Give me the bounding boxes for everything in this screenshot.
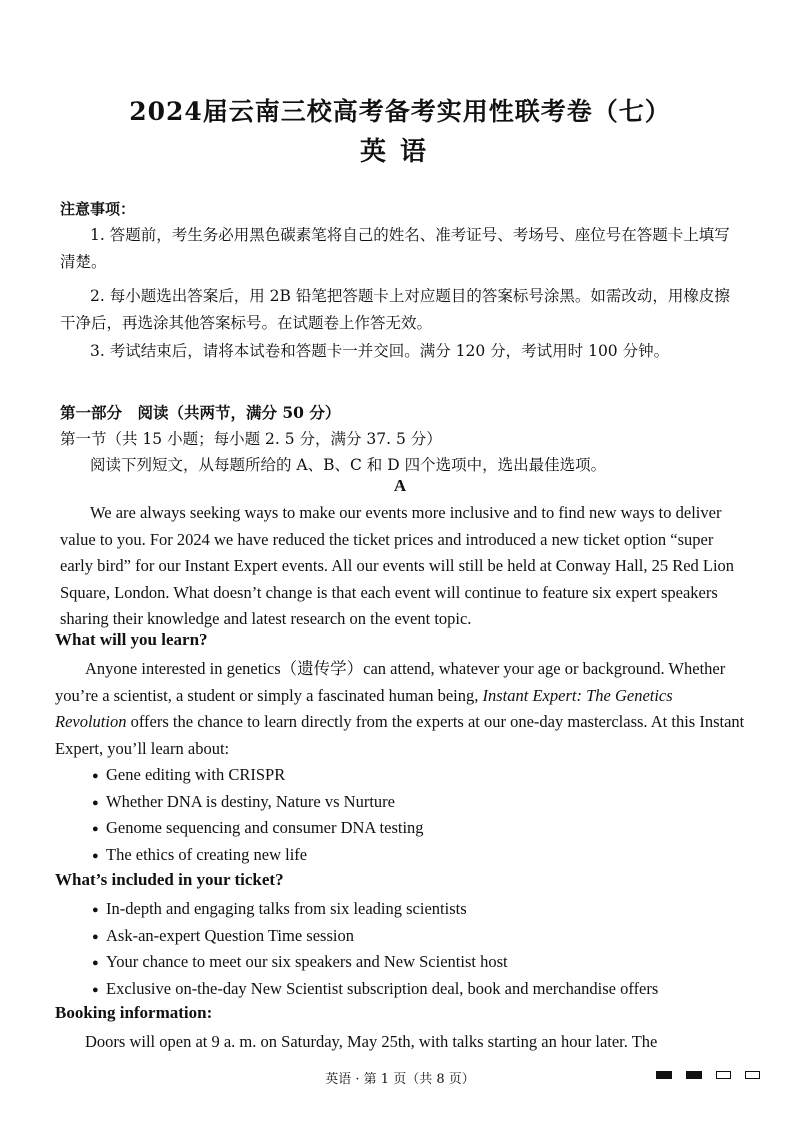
- notice-item-2: 2. 每小题选出答案后，用 2B 铅笔把答题卡上对应题目的答案标号涂黑。如需改动，用橡皮擦干净后，再选涂其他答案标号。在试题卷上作答无效。: [60, 287, 730, 332]
- section1-heading: 第一节（共 15 小题；每小题 2. 5 分，满分 37. 5 分）: [60, 430, 442, 448]
- booking-text: Doors will open at 9 a. m. on Saturday, May 25th, with talks starting an hour later. The: [85, 1032, 658, 1051]
- notice-heading: 注意事项：: [60, 200, 136, 218]
- filled-mark-icon: [656, 1071, 672, 1079]
- passage-label: A: [393, 476, 407, 495]
- ticket-heading: What’s included in your ticket?: [55, 870, 284, 889]
- part1-heading: 第一部分 阅读（共两节，满分 50 分）: [60, 403, 341, 422]
- hollow-mark-icon: [745, 1071, 760, 1079]
- list-item: ● Whether DNA is destiny, Nature vs Nurture: [92, 791, 395, 811]
- list-item: ● Ask-an-expert Question Time session: [92, 925, 354, 945]
- learn-heading: What will you learn?: [55, 630, 208, 649]
- list-item: ● In-depth and engaging talks from six leading scientists: [92, 899, 467, 918]
- list-item: ● Genome sequencing and consumer DNA testing: [92, 818, 424, 837]
- page-marks: [656, 1071, 760, 1079]
- filled-mark-icon: [686, 1071, 702, 1079]
- learn-paragraph: [55, 656, 745, 762]
- passage-intro: We are always seeking ways to make our events more inclusive and to find new ways to deliver value to you. For 2024 we have reduced the ticket prices and introduced a new ticket option “super early bird” for our Instant Expert events. All our events will still be held at Conway Hall, 25 Red Lion Square, London. What doesn’t change is that each event will continue to feature six expert speakers sharing their knowledge and latest research on the event topic.: [60, 503, 735, 628]
- subject-title: 英语: [359, 137, 440, 167]
- exam-title: 2024届云南三校高考备考实用性联考卷（七）: [129, 97, 671, 126]
- event-name: Instant Expert: The Genetics Revolution: [55, 685, 673, 731]
- list-item: ● Gene editing with CRISPR: [92, 765, 286, 784]
- learn-text-b: offers the chance to learn directly from the experts at our one-day masterclass. At this Instant Expert, you’ll learn about:: [55, 712, 745, 758]
- list-item: ● Exclusive on-the-day New Scientist subscription deal, book and merchandise offers: [92, 978, 659, 998]
- booking-heading: Booking information:: [55, 1003, 213, 1022]
- list-item: ● The ethics of creating new life: [92, 844, 308, 864]
- learn-text-a: Anyone interested in genetics（遗传学）can attend, whatever your age or background. Whether you’re a scientist, a student or simply a fascinated human being,: [55, 659, 726, 705]
- learn-list: [92, 762, 424, 868]
- notice-item-1: 1. 答题前，考生务必用黑色碳素笔将自己的姓名、准考证号、考场号、座位号在答题卡上填写清楚。: [60, 226, 730, 271]
- page-footer: 英语 · 第 1 页（共 8 页）: [325, 1072, 475, 1087]
- list-item: ● Your chance to meet our six speakers and New Scientist host: [92, 952, 508, 971]
- hollow-mark-icon: [716, 1071, 731, 1079]
- notice-item-3: 3. 考试结束后，请将本试卷和答题卡一并交回。满分 120 分，考试用时 100 分钟。: [90, 342, 670, 360]
- ticket-list: [92, 896, 658, 1002]
- instruction: 阅读下列短文，从每题所给的 A、B、C 和 D 四个选项中，选出最佳选项。: [90, 456, 607, 474]
